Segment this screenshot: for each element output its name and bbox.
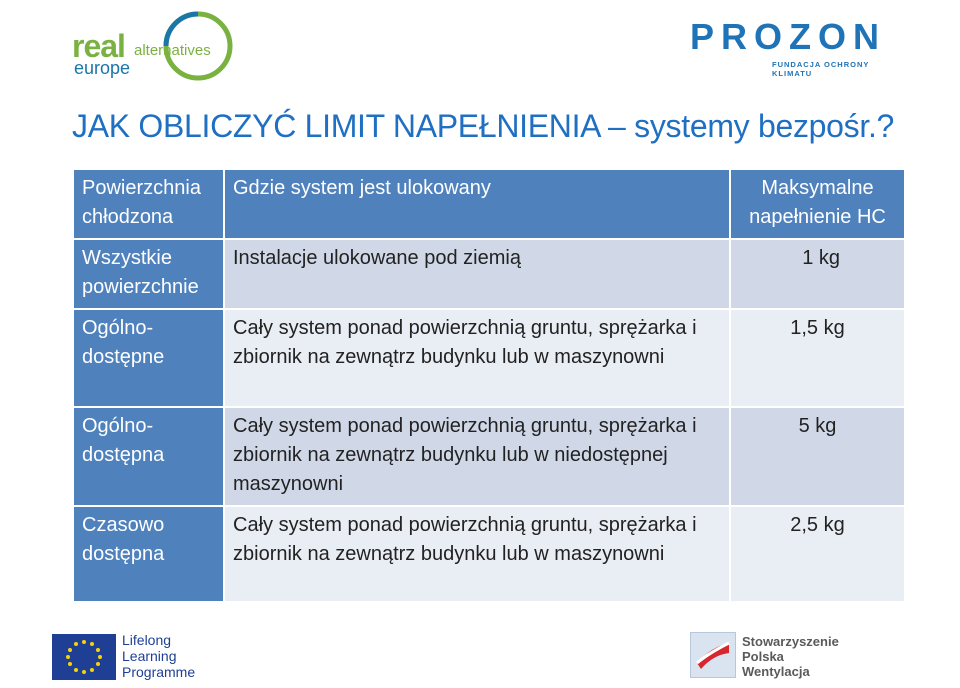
cell-max: 5 kg (730, 407, 905, 506)
stowarzyszenie-logo (690, 632, 850, 682)
llp-line1: Lifelong (122, 632, 172, 648)
page-title: JAK OBLICZYĆ LIMIT NAPEŁNIENIA – systemy bezpośr.? (72, 108, 895, 144)
eu-flag-icon (52, 634, 116, 680)
flag-wave-icon (690, 632, 736, 678)
lifelong-learning-logo (52, 630, 222, 684)
cell-location: Cały system ponad powierzchnią gruntu, sprężarka i zbiornik na zewnątrz budynku lub w maszynowni (224, 506, 730, 602)
header-surface: Powierzchnia chłodzona (73, 169, 224, 239)
cell-surface: Ogólno-dostępne (73, 309, 224, 407)
table-row (73, 407, 905, 506)
cell-location: Cały system ponad powierzchnią gruntu, sprężarka i zbiornik na zewnątrz budynku lub w niedostępnej maszynowni (224, 407, 730, 506)
spw-line2: Polska (742, 649, 784, 664)
llp-line3: Programme (122, 664, 196, 680)
llp-line2: Learning (122, 648, 177, 664)
prozon-logo (690, 16, 905, 76)
cell-surface: Ogólno-dostępna (73, 407, 224, 506)
table-row (73, 309, 905, 407)
cell-location: Cały system ponad powierzchnią gruntu, sprężarka i zbiornik na zewnątrz budynku lub w maszynowni (224, 309, 730, 407)
cell-location: Instalacje ulokowane pod ziemią (224, 239, 730, 309)
logo-word-real: real (72, 28, 125, 64)
cell-surface: Wszystkie powierzchnie (73, 239, 224, 309)
hc-limit-table (72, 168, 906, 603)
cell-surface: Czasowo dostępna (73, 506, 224, 602)
logo-word-alternatives: alternatives (134, 42, 211, 59)
cell-max: 1,5 kg (730, 309, 905, 407)
real-alternatives-logo (72, 8, 232, 88)
table-row (73, 239, 905, 309)
header-max-charge: Maksymalne napełnienie HC (730, 169, 905, 239)
cell-max: 2,5 kg (730, 506, 905, 602)
logo-word-europe: europe (74, 58, 131, 78)
table-header-row (73, 169, 905, 239)
logo-subtitle-prozon: FUNDACJA OCHRONY KLIMATU (772, 60, 870, 78)
spw-line1: Stowarzyszenie (742, 634, 839, 649)
spw-line3: Wentylacja (742, 664, 810, 679)
logo-word-prozon: PROZON (690, 16, 887, 57)
header-location: Gdzie system jest ulokowany (224, 169, 730, 239)
cell-max: 1 kg (730, 239, 905, 309)
table-row (73, 506, 905, 602)
